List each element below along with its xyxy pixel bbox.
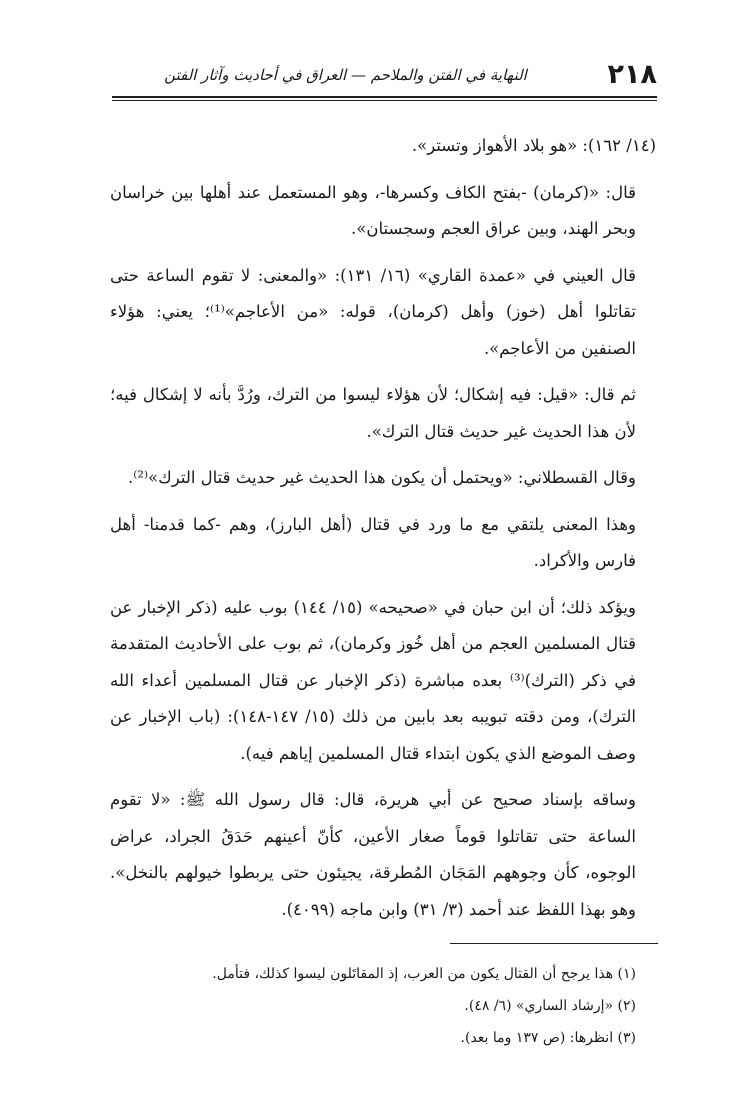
page-header bbox=[112, 58, 657, 94]
main-text bbox=[110, 128, 656, 938]
paragraph-2: قال: «(كرمان) -بفتح الكاف وكسرها-، وهو المستعمل عند أهلها بين خراسان وبحر الهند، وبين عراق العجم وسجستان». bbox=[110, 182, 636, 238]
paragraph-4: ثم قال: «قيل: فيه إشكال؛ لأن هؤلاء ليسوا من الترك، ورُدَّ بأنه لا إشكال فيه؛ لأن هذا الحديث غير حديث قتال الترك». bbox=[110, 385, 636, 441]
header-rule bbox=[112, 96, 657, 98]
footnote-3: (٣) انظرها: (ص ١٣٧ وما بعد). bbox=[460, 1030, 636, 1046]
paragraph-8: وساقه بإسناد صحيح عن أبي هريرة، قال: قال رسول الله ﷺ: «لا تقوم الساعة حتى تقاتلوا قوماً صغار الأعين، كأنّ أعينهم حَدَقُ الجراد، عراض الوجوه، كأن وجوههم المَجَان المُطرقة، يجيئون حتى يربطوا خيولهم بالنخل». وهو بهذا اللفظ عند أحمد (٣/ ٣١) وابن ماجه (٤٠٩٩). bbox=[110, 790, 636, 919]
page-number: ٢١٨ bbox=[607, 59, 657, 90]
footnote-separator bbox=[450, 943, 658, 944]
header-rule-thin bbox=[112, 100, 657, 101]
paragraph-5: وقال القسطلاني: «ويحتمل أن يكون هذا الحديث غير حديث قتال الترك»⁽²⁾. bbox=[128, 468, 636, 487]
paragraph-1: (١٤/ ١٦٢): «هو بلاد الأهواز وتستر». bbox=[411, 136, 656, 155]
paragraph-7: ويؤكد ذلك؛ أن ابن حبان في «صحيحه» (١٥/ ١٤٤) بوب عليه (ذكر الإخبار عن قتال المسلمين العجم من أهل خُوز وكرمان)، ثم بوب على الأحاديث المتقدمة في ذكر (الترك)⁽³⁾ بعده مباشرة (ذكر الإخبار عن قتال المسلمين أعداء الله الترك)، ومن دقته تبويبه بعد بابين من ذلك (١٥/ ١٤٧-١٤٨): (باب الإخبار عن وصف الموضع الذي يكون ابتداء قتال المسلمين إياهم فيه). bbox=[110, 597, 636, 763]
running-title: النهاية في الفتن والملاحم — العراق في أحاديث وآثار الفتن bbox=[164, 66, 527, 84]
footnote-1: (١) هذا يرجح أن القتال يكون من العرب، إذ المقاتَلون ليسوا كذلك، فتأمل. bbox=[212, 966, 636, 982]
footnotes bbox=[110, 958, 656, 1054]
paragraph-3: قال العيني في «عمدة القاري» (١٦/ ١٣١): «والمعنى: لا تقوم الساعة حتى تقاتلوا أهل (خوز) وأهل (كرمان)، قوله: «من الأعاجم»⁽¹⁾؛ يعني: هؤلاء الصنفين من الأعاجم». bbox=[110, 265, 636, 358]
footnote-2: (٢) «إرشاد الساري» (٦/ ٤٨). bbox=[464, 998, 636, 1014]
paragraph-6: وهذا المعنى يلتقي مع ما ورد في قتال (أهل البارز)، وهم -كما قدمنا- أهل فارس والأكراد. bbox=[110, 514, 636, 570]
